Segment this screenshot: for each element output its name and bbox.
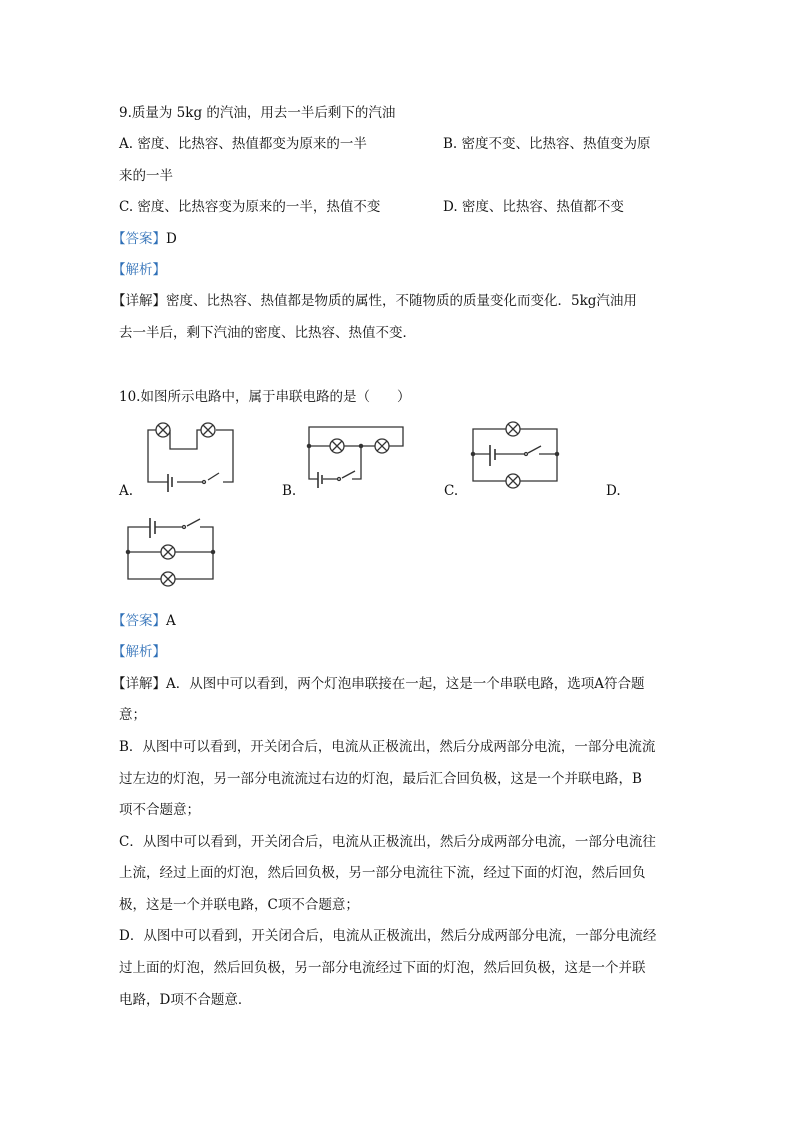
circuit-c <box>471 422 558 488</box>
label-c: C. <box>444 483 459 499</box>
detail-line: 过上面的灯泡，然后回负极，另一部分电流经过下面的灯泡，然后回负极，这是一个并联 <box>119 960 646 976</box>
circuit-d <box>126 518 214 586</box>
label-d: D. <box>606 483 621 499</box>
q9-option-b: B. 密度不变、比热容、热值变为原 <box>443 136 651 152</box>
q10-stem: 10.如图所示电路中，属于串联电路的是（ ） <box>119 389 411 405</box>
q9-detail-line: 去一半后，剩下汽油的密度、比热容、热值不变． <box>119 325 416 341</box>
label-a: A. <box>119 483 134 499</box>
q10-answer: 【答案】A <box>112 613 176 629</box>
q9-option-d: D. 密度、比热容、热值都不变 <box>443 199 624 215</box>
detail-line: 电路，D项不合题意． <box>119 992 252 1008</box>
circuit-a <box>148 423 233 492</box>
q9-option-b-cont: 来的一半 <box>119 168 173 184</box>
detail-line: B．从图中可以看到，开关闭合后，电流从正极流出，然后分成两部分电流，一部分电流流 <box>119 739 656 755</box>
detail-line: 意； <box>119 707 146 723</box>
detail-line: 过左边的灯泡，另一部分电流流过右边的灯泡，最后汇合回负极，这是一个并联电路，B <box>119 771 642 787</box>
detail-line: 上流，经过上面的灯泡，然后回负极，另一部分电流往下流，经过下面的灯泡，然后回负 <box>119 865 646 881</box>
q9-option-c: C. 密度、比热容变为原来的一半，热值不变 <box>119 199 381 215</box>
q9-option-a: A. 密度、比热容、热值都变为原来的一半 <box>119 136 367 152</box>
label-b: B. <box>282 483 297 499</box>
q10-analysis-tag: 【解析】 <box>112 644 166 660</box>
detail-line: C．从图中可以看到，开关闭合后，电流从正极流出，然后分成两部分电流，一部分电流往 <box>119 834 656 850</box>
detail-line: D．从图中可以看到，开关闭合后，电流从正极流出，然后分成两部分电流，一部分电流经 <box>119 928 657 944</box>
q9-detail: 【详解】密度、比热容、热值都是物质的属性，不随物质的质量变化而变化．5kg汽油用 <box>112 293 637 309</box>
q9-answer: 【答案】D <box>112 231 177 247</box>
detail-line: 极，这是一个并联电路，C项不合题意； <box>119 897 359 913</box>
q9-stem: 9.质量为 5kg 的汽油，用去一半后剩下的汽油 <box>119 105 396 121</box>
circuit-b <box>307 427 403 488</box>
detail-line: 项不合题意； <box>119 802 200 818</box>
q10-detail: 【详解】A．从图中可以看到，两个灯泡串联接在一起，这是一个串联电路，选项A符合题 <box>112 676 645 692</box>
q9-analysis-tag: 【解析】 <box>112 262 166 278</box>
